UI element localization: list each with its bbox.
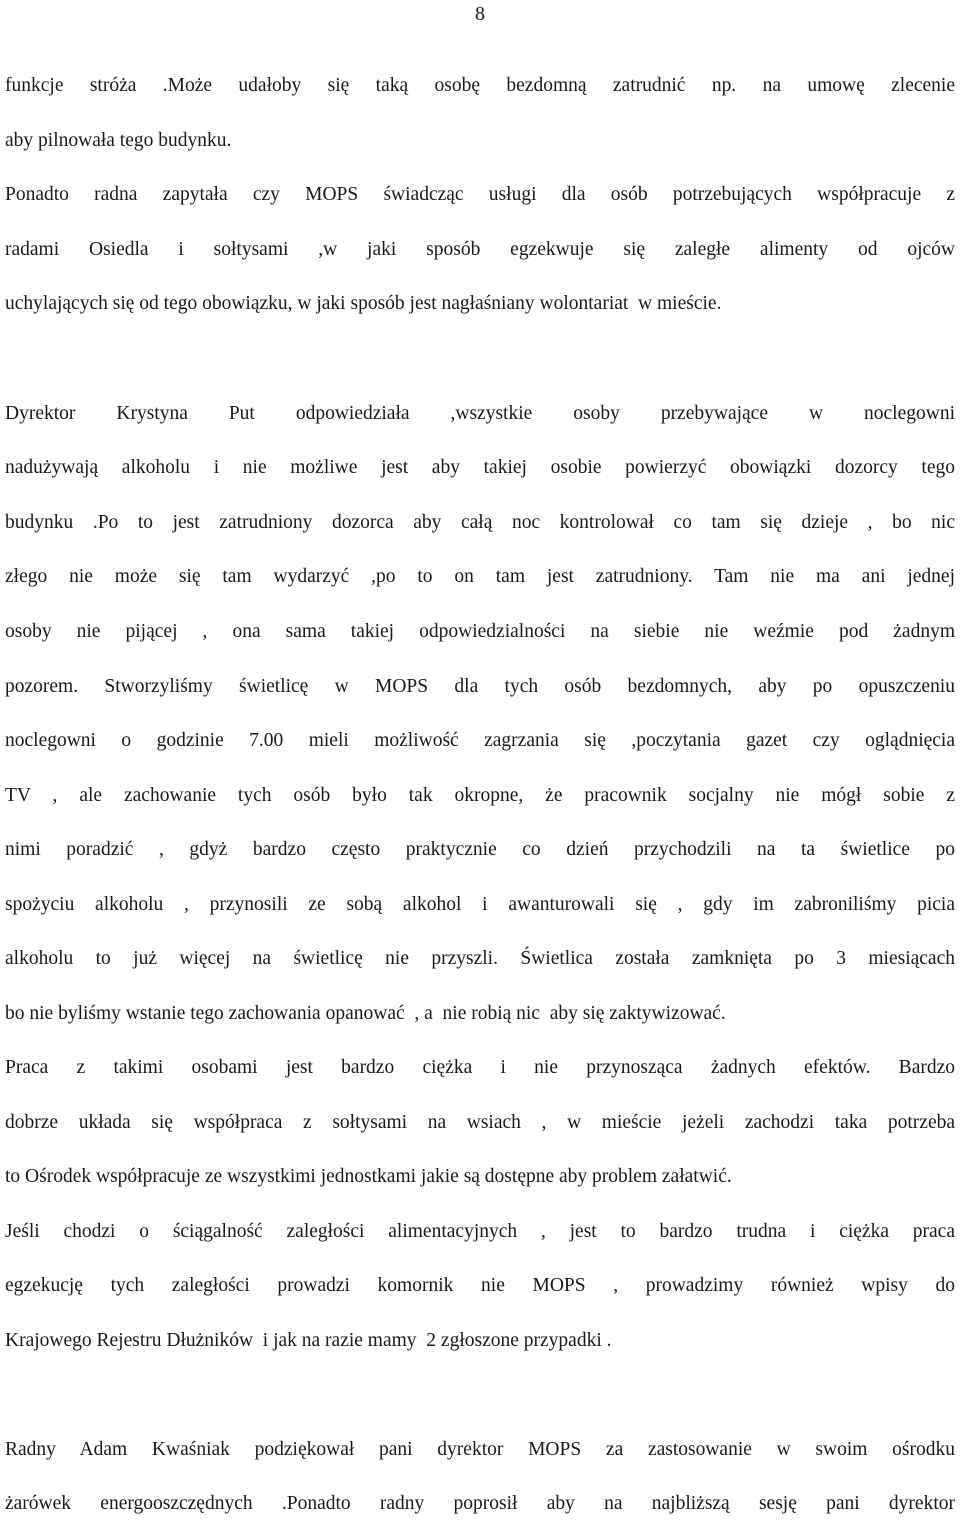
text-line: złego nie może się tam wydarzyć ,po to on tam jest zatrudniony. Tam nie ma ani jednej [5, 566, 955, 587]
text-line: aby pilnowała tego budynku. [5, 130, 232, 151]
text-line: alkoholu to już więcej na świetlicę nie przyszli. Świetlica została zamknięta po 3 miesiącach [5, 948, 955, 969]
text-line: Ponadto radna zapytała czy MOPS świadcząc usługi dla osób potrzebujących współpracuje z [5, 184, 955, 205]
text-line: TV , ale zachowanie tych osób było tak okropne, że pracownik socjalny nie mógł sobie z [5, 785, 955, 806]
text-line: dobrze układa się współpraca z sołtysami na wsiach , w mieście jeżeli zachodzi taka potrzeba [5, 1112, 955, 1133]
text-line: budynku .Po to jest zatrudniony dozorca aby całą noc kontrolował co tam się dzieje , bo nic [5, 512, 955, 533]
text-line: Krajowego Rejestru Dłużników i jak na razie mamy 2 zgłoszone przypadki . [5, 1330, 612, 1351]
page-number: 8 [475, 3, 485, 25]
text-line: uchylających się od tego obowiązku, w jaki sposób jest nagłaśniany wolontariat w mieście. [5, 293, 722, 314]
text-line: spożyciu alkoholu , przynosili ze sobą alkohol i awanturowali się , gdy im zabroniliśmy picia [5, 894, 955, 915]
text-line: to Ośrodek współpracuje ze wszystkimi jednostkami jakie są dostępne aby problem załatwić. [5, 1166, 732, 1187]
text-line: osoby nie pijącej , ona sama takiej odpowiedzialności na siebie nie weźmie pod żadnym [5, 621, 955, 642]
text-line: Radny Adam Kwaśniak podziękował pani dyrektor MOPS za zastosowanie w swoim ośrodku [5, 1439, 955, 1460]
text-line: Dyrektor Krystyna Put odpowiedziała ,wszystkie osoby przebywające w noclegowni [5, 403, 955, 424]
text-line: nadużywają alkoholu i nie możliwe jest aby takiej osobie powierzyć obowiązki dozorcy tego [5, 457, 955, 478]
text-line: pozorem. Stworzyliśmy świetlicę w MOPS dla tych osób bezdomnych, aby po opuszczeniu [5, 676, 955, 697]
text-line: nimi poradzić , gdyż bardzo często praktycznie co dzień przychodzili na ta świetlice po [5, 839, 955, 860]
text-line: funkcje stróża .Może udałoby się taką osobę bezdomną zatrudnić np. na umowę zlecenie [5, 75, 955, 96]
text-line: bo nie byliśmy wstanie tego zachowania opanować , a nie robią nic aby się zaktywizować. [5, 1003, 726, 1024]
text-line: radami Osiedla i sołtysami ,w jaki sposób egzekwuje się zaległe alimenty od ojców [5, 239, 955, 260]
text-line: egzekucję tych zaległości prowadzi komornik nie MOPS , prowadzimy również wpisy do [5, 1275, 955, 1296]
text-line: Jeśli chodzi o ściągalność zaległości alimentacyjnych , jest to bardzo trudna i ciężka praca [5, 1221, 955, 1242]
text-line: Praca z takimi osobami jest bardzo ciężka i nie przynosząca żadnych efektów. Bardzo [5, 1057, 955, 1078]
text-line: żarówek energooszczędnych .Ponadto radny poprosił aby na najbliższą sesję pani dyrektor [5, 1493, 955, 1514]
text-line: noclegowni o godzinie 7.00 mieli możliwość zagrzania się ,poczytania gazet czy oglądnięcia [5, 730, 955, 751]
